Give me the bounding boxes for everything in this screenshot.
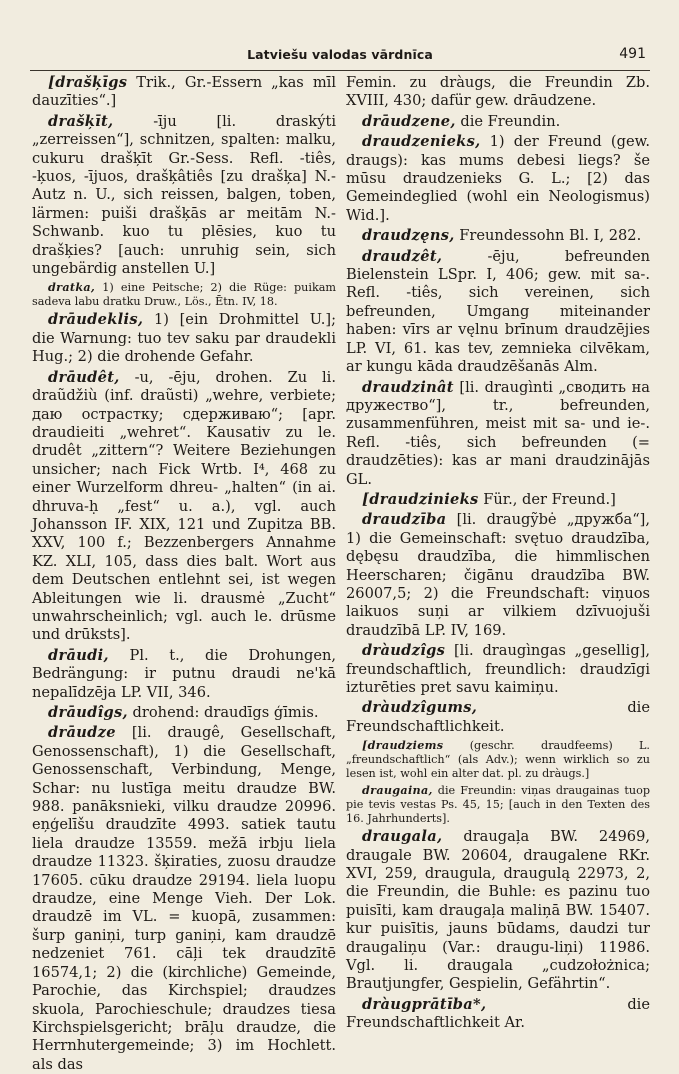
entry-text: 1) der Freund (gew. draugs): kas mums debesi liegs? še mūsu draudzenieks G. L.; [2) das Gemeindeglied (wohl ein Neologismus) Wid.]. [346, 133, 650, 224]
entry-headword: dratka, [48, 280, 96, 295]
dictionary-entry [32, 311, 336, 366]
dictionary-title: Latviešu valodas vārdnīca [247, 47, 433, 62]
entry-text: Freundessohn Bl. I, 282. [454, 227, 642, 245]
entry-text: draugaļa BW. 24969, draugale BW. 20604, draugalene RKr. XVI, 259, draugula, draugulą 22973, 2, die Freundin, die Buhle: es pazinu tuo puisīti, kam draugaļa maliņā BW. 15407. kur puisītis, jauns būdams, daudzi tur draugaliņu (Var.: draugu-liņi) 11986. Vgl. li. draugala „cudzołożnica; Brautjungfer, Gespielin, Gefährtin“. [346, 828, 650, 993]
dictionary-entry [346, 248, 650, 377]
entry-text: 1) eine Peitsche; 2) die Rüge: puikam sadeva labu dratku Druw., Lös., Ētn. IV, 18. [32, 281, 336, 309]
dictionary-entry [32, 704, 336, 722]
dictionary-entry [346, 828, 650, 994]
dictionary-entry [346, 783, 650, 826]
entry-headword: drašķīt, [48, 112, 114, 130]
entry-text: [li. draugìngas „gesellig], freundschaftlich, freundlich: draudzīgi izturēties pret savu kaimiņu. [346, 642, 650, 696]
entry-text: [li. draugỹbė „дружба“], 1) die Gemeinschaft: svętuo draudzība, dębęsu draudzība, die himmlischen Heerscharen; čigānu draudzība BW. 26007,5; 2) die Freundschaft: viņuos laikuos suņi ar vilkiem dzīvuojuši draudzībā LP. IV, 169. [346, 511, 650, 639]
entry-headword: draudzêt, [362, 247, 443, 265]
dictionary-entry [346, 227, 650, 245]
entry-headword: draudzinât [362, 378, 454, 396]
entry-headword: [drašķīgs [48, 74, 128, 91]
page-number: 491 [619, 46, 646, 62]
entry-text: drohend: draudīgs ģīmis. [127, 704, 319, 721]
dictionary-entry [32, 74, 336, 111]
dictionary-entry [346, 996, 650, 1033]
entry-text: -u, -ēju, drohen. Zu li. draũdžiù (inf. draũsti) „wehre, verbiete; даю острастку; сдерживаю“; [apr. draudieiti „wehret“. Kausativ zu le. drudêt „zittern“? Weitere Beziehungen unsicher; nach Fick Wrtb. I⁴, 468 zu einer Wurzelform dhreu- „halten“ (in ai. dhruva-ḥ „fest“ u. a.), vgl. auch Johansson IF. XIX, 121 und Zupitza BB. XXV, 100 f.; Bezzenbergers Annahme KZ. XLI, 105, dass dies balt. Wort aus dem Deutschen entlehnt sei, ist wegen Ableitungen wie li. drausmė „Zucht“ unwahrscheinlich; vgl. auch le. drūsme und drūksts]. [32, 368, 336, 644]
dictionary-entry [32, 724, 336, 1074]
left-column [32, 74, 336, 1073]
dictionary-entry [346, 699, 650, 736]
entry-text: [li. draugìnti „сводить на дружество“], tr., befreunden, zusammenführen, meist mit sa- und ie-. Refl. -tiês, sich befreunden (= draudzēties): kas ar mani draudzinājās GL. [346, 378, 650, 488]
dictionary-entry [346, 642, 650, 697]
dictionary-entry [32, 280, 336, 309]
entry-headword: drāudi, [48, 646, 109, 664]
entry-headword: dràudzîgums, [362, 699, 478, 717]
entry-text: -ēju, befreunden Bielenstein LSpr. I, 406; gew. mit sa-. Refl. -tiês, sich vereinen, sich befreunden, Umgang miteinander haben: vīrs ar vęlnu brīnum draudzējies LP. VI, 61. kas tev, zemnieka cilvēkam, ar kungu kāda draudzēšanās Alm. [346, 247, 650, 376]
entry-text: [li. draugê, Gesellschaft, Genossenschaft), 1) die Gesellschaft, Genossenschaft, Verbindung, Menge, Schar: nu lustīga meitu draudze BW. 988. panāksnieki, vilku draudze 20996. eņģelīšu draudzīte 4993. satiek tautu liela draudze 13559. mežā irbju liela draudze 11323. šķiraties, zuosu draudze 17605. cūku draudze 29194. liela luopu draudze, eine Menge Vieh. Der Lok. draudzē im VL. = kuopā, zusammen: šurp ganiņi, turp ganiņi, kam draudzē nedzeniet 761. cāļi tek draudzītē 16574,1; 2) die (kirchliche) Gemeinde, Parochie, das Kirchspiel; draudzes skuola, Parochieschule; draudzes tiesa Kirchspielsgericht; brāļu draudze, die Herrnhutergemeinde; 3) im Hochlett. als das [32, 724, 336, 1073]
entry-headword: draudzība [362, 511, 447, 529]
entry-text: (geschr. draudfeems) L. „freundschaftlich“ (als Adv.); wenn wirklich so zu lesen ist, wohl ein alter dat. pl. zu dràugs.] [346, 739, 650, 781]
dictionary-entry [32, 113, 336, 279]
entry-headword: drāudeklis, [48, 311, 144, 329]
page-header [30, 44, 650, 71]
entry-headword: draugaina, [362, 783, 433, 798]
entry-headword: draugala, [362, 828, 443, 846]
entry-headword: dràudzîgs [362, 642, 446, 660]
dictionary-entry [346, 113, 650, 131]
entry-text: Trik., Gr.-Essern „kas mīl dauzīties“.] [32, 74, 336, 110]
entry-headword: dràugprātība*, [362, 995, 487, 1013]
entry-headword: [draudzinieks [362, 490, 479, 508]
entry-headword: drāudze [48, 724, 116, 742]
dictionary-entry [346, 511, 650, 640]
entry-text: Pl. t., die Drohungen, Bedrängung: ir putnu draudi ne'kā nepalīdzēja LP. VII, 346. [32, 646, 336, 701]
entry-text: die Freundschaftlichkeit. [346, 699, 650, 735]
dictionary-entry [346, 491, 650, 509]
entry-text: -īju [li. draskýti „zerreissen“], schnitzen, spalten: malku, cukuru drašķīt Gr.-Sess. Refl. -tiês, -ķuos, -ījuos, drašķâtiês [zu drašķa] N.-Autz n. U., sich reissen, balgen, toben, lärmen: puiši drašķās ar meitām N.-Schwanb. kuo tu plēsies, kuo tu drašķies? [auch: unruhig sein, sich ungebärdig anstellen U.] [32, 112, 336, 278]
entry-text: Für., der Freund.] [478, 490, 616, 508]
dictionary-entry [32, 369, 336, 645]
entry-headword: [draudziems [362, 738, 444, 753]
entry-text: 1) [ein Drohmittel U.]; die Warnung: tuo tev saku par draudekli Hug.; 2) die drohende Gefahr. [32, 311, 336, 366]
dictionary-entry [346, 133, 650, 225]
entry-text: die Freundin. [455, 112, 561, 130]
entry-text: die Freundschaftlichkeit Ar. [346, 995, 650, 1032]
right-column [346, 74, 650, 1032]
dictionary-entry [346, 738, 650, 781]
entry-text: die Freundin: viņas draugainas tuop pie tevis vestas Ps. 45, 15; [auch in den Texten des 16. Jahrhunderts]. [346, 784, 650, 826]
dictionary-entry [346, 379, 650, 489]
dictionary-entry [346, 74, 650, 111]
entry-headword: draudzenieks, [362, 133, 481, 151]
entry-headword: drāudêt, [48, 368, 120, 386]
entry-text: Femin. zu dràugs, die Freundin Zb. XVIII, 430; dafür gew. drāudzene. [346, 74, 650, 110]
entry-headword: draudzęns, [362, 227, 455, 245]
entry-headword: drāudzene, [362, 112, 456, 130]
dictionary-entry [32, 647, 336, 702]
entry-headword: drāudîgs, [48, 704, 128, 721]
